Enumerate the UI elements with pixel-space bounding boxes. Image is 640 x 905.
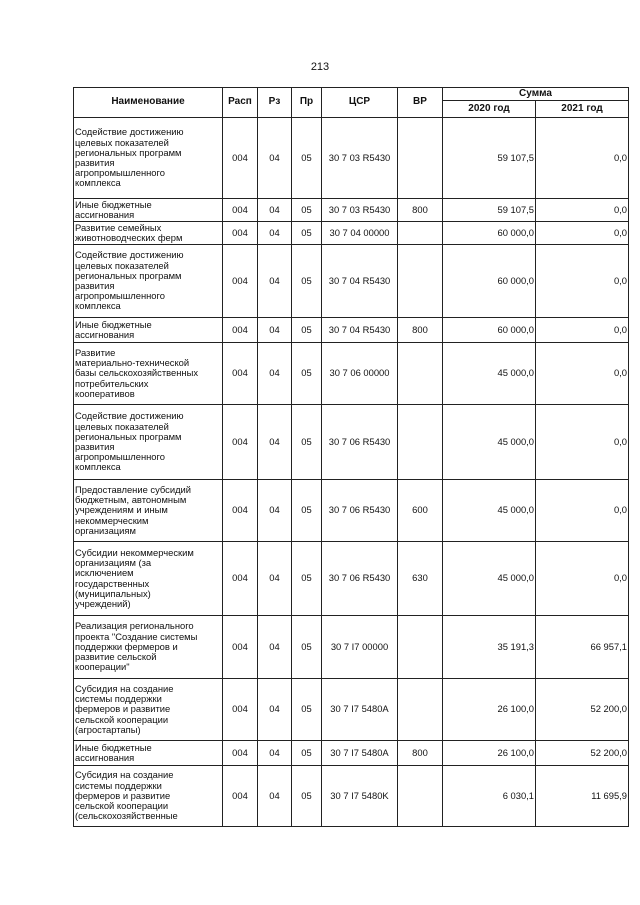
page-number: 213 (310, 61, 330, 73)
header-name: Наименование (74, 88, 223, 118)
row-sum-2020: 45 000,0 (443, 343, 536, 405)
row-vr (398, 245, 443, 318)
row-vr: 630 (398, 542, 443, 616)
budget-table (73, 87, 629, 827)
table-row (74, 480, 629, 542)
row-csr: 30 7 06 R5430 (322, 405, 398, 480)
row-sum-2021: 0,0 (536, 542, 629, 616)
header-rasp: Расп (223, 88, 258, 118)
row-name: Субсидия на создание системы поддержки фермеров и развитие сельской кооперации (сельскохозяйственные (74, 766, 223, 827)
row-pr: 05 (292, 542, 322, 616)
row-sum-2021: 0,0 (536, 405, 629, 480)
row-rasp: 004 (223, 318, 258, 343)
header-sum: Сумма (443, 88, 629, 101)
row-sum-2021: 0,0 (536, 199, 629, 222)
row-csr: 30 7 I7 5480A (322, 741, 398, 766)
row-rz: 04 (258, 199, 292, 222)
header-vr: ВР (398, 88, 443, 118)
row-rz: 04 (258, 542, 292, 616)
row-rasp: 004 (223, 480, 258, 542)
table-row (74, 741, 629, 766)
row-rz: 04 (258, 343, 292, 405)
row-sum-2021: 52 200,0 (536, 679, 629, 741)
header-pr: Пр (292, 88, 322, 118)
table-body (74, 118, 629, 827)
row-name: Иные бюджетные ассигнования (74, 741, 223, 766)
table-row (74, 343, 629, 405)
row-csr: 30 7 04 00000 (322, 222, 398, 245)
row-vr: 800 (398, 741, 443, 766)
row-name: Субсидия на создание системы поддержки фермеров и развитие сельской кооперации (агростартапы) (74, 679, 223, 741)
table-row (74, 245, 629, 318)
row-rasp: 004 (223, 616, 258, 679)
row-pr: 05 (292, 222, 322, 245)
row-vr: 800 (398, 318, 443, 343)
row-name: Развитие семейных животноводческих ферм (74, 222, 223, 245)
row-rz: 04 (258, 222, 292, 245)
row-sum-2020: 26 100,0 (443, 741, 536, 766)
row-pr: 05 (292, 318, 322, 343)
row-pr: 05 (292, 118, 322, 199)
row-vr (398, 616, 443, 679)
row-pr: 05 (292, 245, 322, 318)
row-csr: 30 7 06 R5430 (322, 542, 398, 616)
row-sum-2020: 60 000,0 (443, 222, 536, 245)
row-sum-2020: 45 000,0 (443, 542, 536, 616)
table-row (74, 222, 629, 245)
row-vr (398, 405, 443, 480)
table-row (74, 118, 629, 199)
row-sum-2020: 45 000,0 (443, 405, 536, 480)
row-vr (398, 118, 443, 199)
row-pr: 05 (292, 199, 322, 222)
row-sum-2021: 0,0 (536, 118, 629, 199)
table-header (74, 88, 629, 118)
table-row (74, 679, 629, 741)
row-rasp: 004 (223, 222, 258, 245)
row-pr: 05 (292, 480, 322, 542)
row-name: Субсидии некоммерческим организациям (за исключением государственных (муниципальных) учреждений) (74, 542, 223, 616)
row-name: Содействие достижению целевых показателей региональных программ развития агропромышленного комплекса (74, 405, 223, 480)
row-rasp: 004 (223, 766, 258, 827)
row-rasp: 004 (223, 679, 258, 741)
row-rasp: 004 (223, 245, 258, 318)
row-vr (398, 343, 443, 405)
row-rz: 04 (258, 766, 292, 827)
row-pr: 05 (292, 616, 322, 679)
row-rasp: 004 (223, 343, 258, 405)
row-csr: 30 7 03 R5430 (322, 199, 398, 222)
header-csr: ЦСР (322, 88, 398, 118)
row-rz: 04 (258, 679, 292, 741)
row-rz: 04 (258, 318, 292, 343)
row-vr (398, 679, 443, 741)
row-csr: 30 7 03 R5430 (322, 118, 398, 199)
row-sum-2020: 45 000,0 (443, 480, 536, 542)
row-vr: 800 (398, 199, 443, 222)
row-rz: 04 (258, 741, 292, 766)
row-sum-2020: 59 107,5 (443, 199, 536, 222)
row-name: Содействие достижению целевых показателей региональных программ развития агропромышленного комплекса (74, 118, 223, 199)
row-rasp: 004 (223, 118, 258, 199)
row-name: Реализация регионального проекта "Создание системы поддержки фермеров и развитие сельской кооперации" (74, 616, 223, 679)
row-pr: 05 (292, 679, 322, 741)
row-sum-2021: 0,0 (536, 343, 629, 405)
row-rz: 04 (258, 616, 292, 679)
row-rasp: 004 (223, 199, 258, 222)
row-csr: 30 7 I7 5480K (322, 766, 398, 827)
row-csr: 30 7 06 00000 (322, 343, 398, 405)
header-year-2020: 2020 год (443, 101, 536, 118)
row-name: Предоставление субсидий бюджетным, автономным учреждениям и иным некоммерческим организациям (74, 480, 223, 542)
table-row (74, 405, 629, 480)
header-rz: Рз (258, 88, 292, 118)
table-row (74, 616, 629, 679)
row-name: Иные бюджетные ассигнования (74, 199, 223, 222)
row-rz: 04 (258, 118, 292, 199)
row-sum-2021: 52 200,0 (536, 741, 629, 766)
row-csr: 30 7 I7 00000 (322, 616, 398, 679)
row-sum-2020: 60 000,0 (443, 245, 536, 318)
row-csr: 30 7 04 R5430 (322, 318, 398, 343)
row-rasp: 004 (223, 741, 258, 766)
row-rz: 04 (258, 405, 292, 480)
row-vr (398, 766, 443, 827)
row-sum-2021: 0,0 (536, 318, 629, 343)
row-csr: 30 7 04 R5430 (322, 245, 398, 318)
table-row (74, 318, 629, 343)
table-row (74, 199, 629, 222)
table-row (74, 542, 629, 616)
row-name: Содействие достижению целевых показателей региональных программ развития агропромышленного комплекса (74, 245, 223, 318)
row-sum-2021: 0,0 (536, 480, 629, 542)
row-sum-2020: 59 107,5 (443, 118, 536, 199)
row-sum-2021: 0,0 (536, 222, 629, 245)
row-csr: 30 7 I7 5480A (322, 679, 398, 741)
row-sum-2020: 26 100,0 (443, 679, 536, 741)
row-sum-2020: 60 000,0 (443, 318, 536, 343)
header-year-2021: 2021 год (536, 101, 629, 118)
row-vr: 600 (398, 480, 443, 542)
row-pr: 05 (292, 741, 322, 766)
row-sum-2021: 0,0 (536, 245, 629, 318)
table-row (74, 766, 629, 827)
row-rz: 04 (258, 245, 292, 318)
row-pr: 05 (292, 405, 322, 480)
row-sum-2020: 35 191,3 (443, 616, 536, 679)
row-sum-2021: 11 695,9 (536, 766, 629, 827)
row-csr: 30 7 06 R5430 (322, 480, 398, 542)
row-sum-2021: 66 957,1 (536, 616, 629, 679)
row-sum-2020: 6 030,1 (443, 766, 536, 827)
row-name: Развитие материально-технической базы сельскохозяйственных потребительских кооперативов (74, 343, 223, 405)
row-vr (398, 222, 443, 245)
row-rz: 04 (258, 480, 292, 542)
row-name: Иные бюджетные ассигнования (74, 318, 223, 343)
row-rasp: 004 (223, 542, 258, 616)
row-pr: 05 (292, 766, 322, 827)
row-rasp: 004 (223, 405, 258, 480)
row-pr: 05 (292, 343, 322, 405)
